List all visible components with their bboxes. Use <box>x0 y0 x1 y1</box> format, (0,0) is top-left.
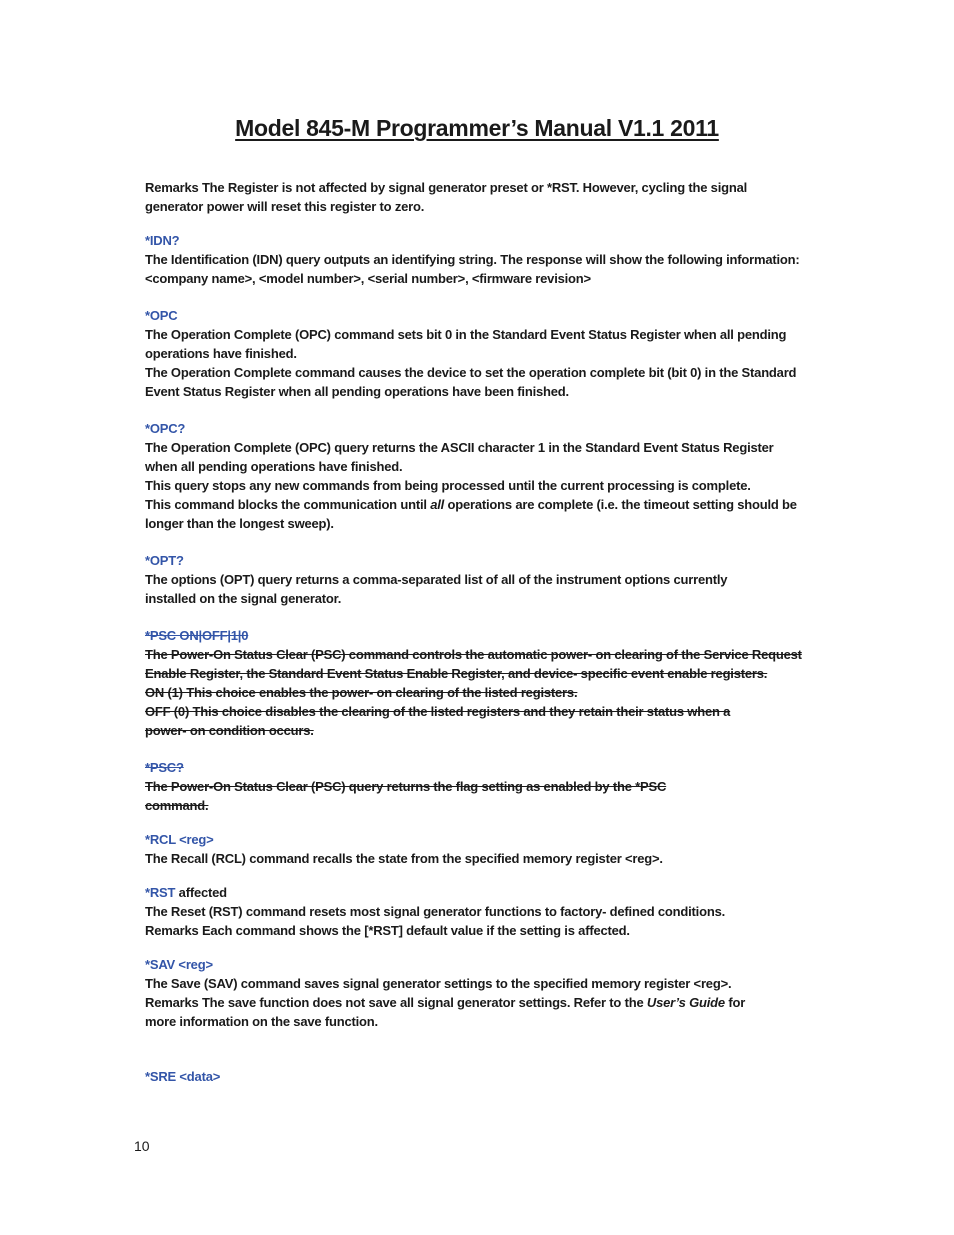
rst-description: The Reset (RST) command resets most signal generator functions to factory- defined conditions. <box>145 904 726 919</box>
psc-heading: *PSC ON|OFF|1|0 <box>145 628 249 643</box>
page-number: 10 <box>134 1138 150 1154</box>
opc-query-stop-note: This query stops any new commands from being processed until the current processing is complete. <box>145 478 751 493</box>
rcl-heading: *RCL <reg> <box>145 832 214 847</box>
psc-query-heading: *PSC? <box>145 760 184 775</box>
rst-heading-line <box>145 883 805 902</box>
rcl-description: The Recall (RCL) command recalls the state from the specified memory register <reg>. <box>145 851 663 866</box>
opc-query-block-text-start: This command blocks the communication until <box>145 497 431 512</box>
sre-heading: *SRE <data> <box>145 1069 221 1084</box>
opc-heading: *OPC <box>145 308 178 323</box>
opc-query-block-text-end: operations are complete (i.e. the timeout setting should be longer than the longest sweep). <box>145 497 797 531</box>
opt-description: The options (OPT) query returns a comma-separated list of all of the instrument options currently installed on the signal generator. <box>145 572 728 606</box>
opc-description: The Operation Complete (OPC) command sets bit 0 in the Standard Event Status Register when all pending operations have finished. <box>145 327 787 361</box>
idn-description: The Identification (IDN) query outputs an identifying string. The response will show the following information: <company name>, <model number>, <serial number>, <firmware revision> <box>145 252 800 286</box>
page-title-text: Model 845-M Programmer’s Manual V1.1 2011 <box>235 115 719 141</box>
opc-query-heading: *OPC? <box>145 421 186 436</box>
opc-query-block-emphasis: all <box>430 497 445 512</box>
sav-remarks-text-end: for more information on the save function. <box>145 995 746 1029</box>
rst-heading: *RST <box>145 885 176 900</box>
sav-description: The Save (SAV) command saves signal generator settings to the specified memory register <reg>. <box>145 976 732 991</box>
idn-heading: *IDN? <box>145 233 180 248</box>
sav-remarks-emphasis: User’s Guide <box>646 995 725 1010</box>
remarks-register-paragraph: Remarks The Register is not affected by signal generator preset or *RST. However, cycling the signal generator power will reset this register to zero. <box>145 180 748 214</box>
opc-query-description: The Operation Complete (OPC) query returns the ASCII character 1 in the Standard Event Status Register when all pending operations have finished. <box>145 440 774 474</box>
sav-heading: *SAV <reg> <box>145 957 213 972</box>
psc-description: The Power-On Status Clear (PSC) command controls the automatic power- on clearing of the Service Request Enable Register, the Standard Event Status Enable Register, and device- specific event enable registers. <box>145 647 802 681</box>
page-title <box>0 113 954 143</box>
sav-remarks-text-start: Remarks The save function does not save all signal generator settings. Refer to the <box>145 995 647 1010</box>
psc-off-option: OFF (0) This choice disables the clearing of the listed registers and they retain their status when a power- on condition occurs. <box>145 704 731 738</box>
rst-remarks: Remarks Each command shows the [*RST] default value if the setting is affected. <box>145 923 630 938</box>
rst-heading-suffix: affected <box>175 885 227 900</box>
psc-on-option: ON (1) This choice enables the power- on clearing of the listed registers. <box>145 685 578 700</box>
psc-query-description: The Power-On Status Clear (PSC) query returns the flag setting as enabled by the *PSC command. <box>145 779 667 813</box>
document-body <box>145 178 805 1086</box>
opt-heading: *OPT? <box>145 553 184 568</box>
sav-remarks <box>145 993 765 1031</box>
opc-description-detail: The Operation Complete command causes the device to set the operation complete bit (bit 0) in the Standard Event Status Register when all pending operations have been finished. <box>145 365 797 399</box>
opc-query-block-note <box>145 495 805 533</box>
